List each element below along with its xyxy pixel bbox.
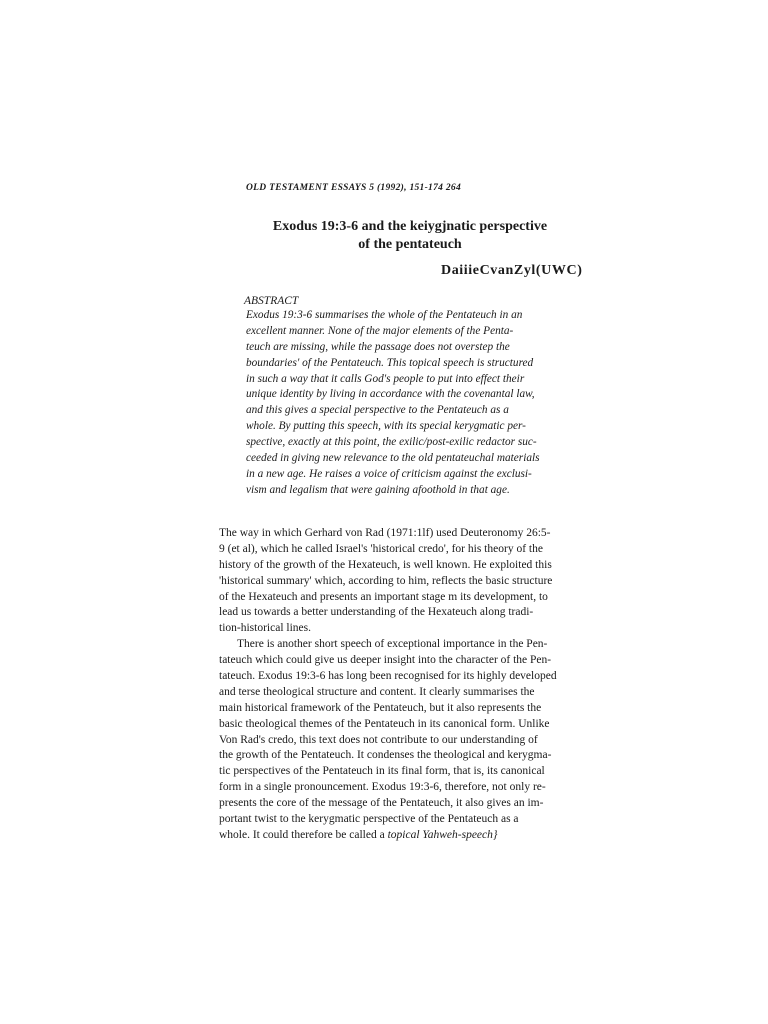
body-line: portant twist to the kerygmatic perspective of the Pentateuch as a	[219, 813, 519, 826]
abstract-text	[246, 308, 576, 499]
body-line: tic perspectives of the Pentateuch in its final form, that is, its canonical	[219, 765, 545, 778]
body-line: main historical framework of the Pentateuch, but it also represents the	[219, 701, 542, 714]
abstract-line: whole. By putting this speech, with its special kerygmatic per-	[246, 420, 526, 433]
paragraph-2	[219, 637, 599, 844]
body-text	[219, 526, 599, 844]
body-line: Von Rad's credo, this text does not contribute to our understanding of	[219, 733, 538, 746]
body-line: history of the growth of the Hexateuch, is well known. He exploited this	[219, 558, 552, 571]
body-line-last	[219, 828, 599, 844]
journal-header: OLD TESTAMENT ESSAYS 5 (1992), 151-174 264	[246, 183, 462, 193]
last-line-text: whole. It could therefore be called a	[219, 828, 388, 841]
body-line: 9 (et al), which he called Israel's 'historical credo', for his theory of the	[219, 542, 543, 555]
body-line: form in a single pronouncement. Exodus 19:3-6, therefore, not only re-	[219, 781, 546, 794]
body-line: basic theological themes of the Pentateuch in its canonical form. Unlike	[219, 717, 550, 730]
abstract-line: in a new age. He raises a voice of criticism against the exclusi-	[246, 467, 532, 480]
body-line: of the Hexateuch and presents an important stage m its development, to	[219, 590, 548, 603]
abstract-line: in such a way that it calls God's people to put into effect their	[246, 372, 525, 385]
topical-yahweh-speech-term: topical Yahweh-speech}	[387, 828, 498, 841]
paragraph-1	[219, 526, 599, 637]
abstract-line: boundaries' of the Pentateuch. This topical speech is structured	[246, 356, 534, 369]
abstract-line: excellent manner. None of the major elements of the Penta-	[246, 324, 514, 337]
body-line: tion-historical lines.	[219, 622, 311, 635]
article-title	[240, 218, 580, 254]
title-line-2: of the pentateuch	[358, 237, 462, 252]
body-line: tateuch. Exodus 19:3-6 has long been recognised for its highly developed	[219, 670, 557, 683]
body-line: presents the core of the message of the Pentateuch, it also gives an im-	[219, 797, 544, 810]
abstract-line: vism and legalism that were gaining afoothold in that age.	[246, 483, 510, 496]
body-line: There is another short speech of exceptional importance in the Pen-	[237, 638, 548, 651]
body-line: lead us towards a better understanding of the Hexateuch along tradi-	[219, 606, 534, 619]
title-line-1: Exodus 19:3-6 and the keiygjnatic perspective	[272, 219, 548, 234]
abstract-line: teuch are missing, while the passage does not overstep the	[246, 340, 510, 353]
abstract-line: and this gives a special perspective to the Pentateuch as a	[246, 404, 509, 417]
abstract-heading: ABSTRACT	[244, 295, 299, 307]
body-line: 'historical summary' which, according to him, reflects the basic structure	[219, 574, 553, 587]
body-line: the growth of the Pentateuch. It condenses the theological and kerygma-	[219, 749, 552, 762]
body-line: The way in which Gerhard von Rad (1971:1lf) used Deuteronomy 26:5-	[219, 527, 551, 539]
abstract-line: spective, exactly at this point, the exilic/post-exilic redactor suc-	[246, 436, 537, 449]
abstract-line: Exodus 19:3-6 summarises the whole of the Pentateuch in an	[246, 309, 523, 321]
abstract-line: unique identity by living in accordance with the covenantal law,	[246, 388, 535, 401]
body-line: tateuch which could give us deeper insight into the character of the Pen-	[219, 654, 552, 667]
author-name: DaiiieCvanZyl(UWC)	[441, 263, 583, 278]
body-line: and terse theological structure and content. It clearly summarises the	[219, 685, 535, 698]
abstract-line: ceeded in giving new relevance to the old pentateuchal materials	[246, 452, 540, 465]
